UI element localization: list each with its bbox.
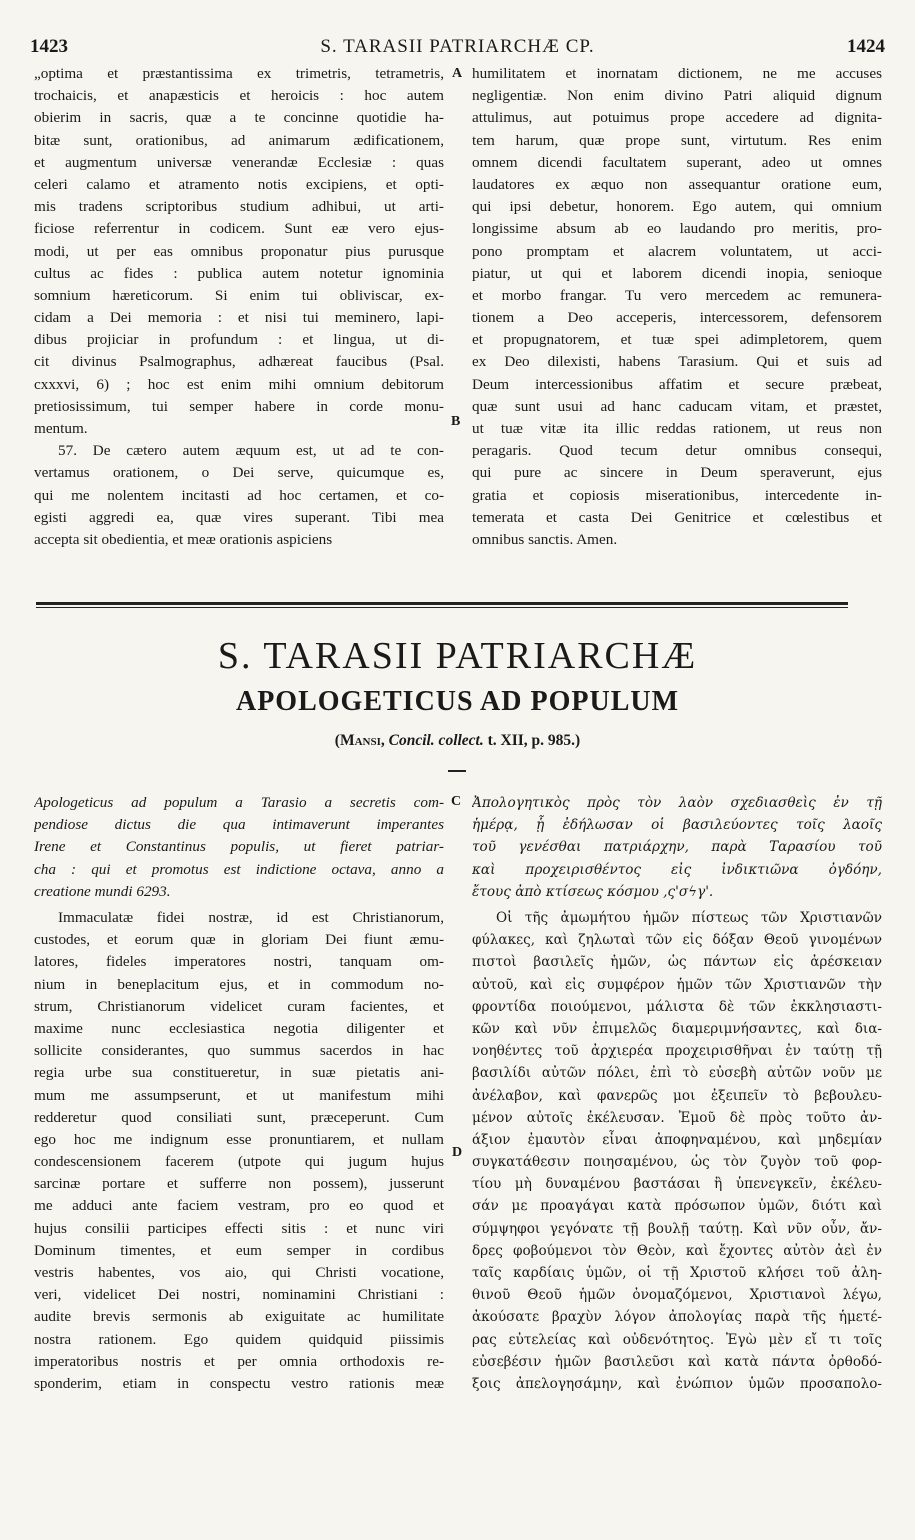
text-line: ρας εὐτελείας καὶ οὐδενότητος. Ἐγὼ μὲν εἴ τι τοῖς <box>472 1331 882 1348</box>
text-line: Irene et Constantinus populis, ut fieret patriar- <box>34 838 444 856</box>
text-line: trochaicis, et anapæsticis et heroicis : hoc autem <box>34 87 444 105</box>
margin-marker-d: D <box>452 1145 463 1160</box>
text-line: θινοῦ Θεοῦ ἡμῶν ὀνομαζόμενοι, Χριστιανοὶ λέγω, <box>472 1287 882 1304</box>
text-line: τοῦ γενέσθαι πατριάρχην, παρὰ Ταρασίου τοῦ <box>472 839 882 856</box>
latin-body <box>34 907 444 1395</box>
text-line: tionem a Deo acceperis, intercessorem, defensorem <box>472 309 882 327</box>
text-line: redderetur quod consiliati sunt, præceperunt. Cum <box>34 1108 444 1126</box>
text-line: bitæ sunt, orationibus, ad animarum ædificationem, <box>34 131 444 149</box>
text-line: et morbo frangar. Tu vero mercedem ac remunera- <box>472 286 882 304</box>
text-line: maxime nunc ecclesiastica negotia diligenter et <box>34 1019 444 1037</box>
text-line: ξοις ἀπελογησάμην, καὶ ἐνώπιον ὑμῶν προσαπολο- <box>472 1375 882 1392</box>
text-line: sponderim, etiam in conspectu vestro rationis meæ <box>34 1374 444 1392</box>
text-line: nium in beneplacitum ejus, et in commodum no- <box>34 975 444 993</box>
text-line: Dominum timentes, et eum semper in cordibus <box>34 1241 444 1259</box>
source-author: Mansi <box>339 732 381 749</box>
text-line: sollicite considerantes, quo summus sacerdos in hac <box>34 1042 444 1060</box>
text-line: creatione mundi 6293. <box>34 882 171 900</box>
text-line: negligentiæ. Non enim divino Patri aliquid dignum <box>472 87 882 105</box>
text-line: φύλακες, καὶ ζηλωταὶ τῶν εἰς δόξαν Θεοῦ γινομένων <box>472 932 882 949</box>
text-line: ex Deo dilexisti, habens Tarasium. Qui et suis ad <box>472 353 882 371</box>
text-line: ἀνέλαβον, καὶ φανερῶς μοι ἐξειπεῖν τὸ βεβουλευ- <box>472 1087 882 1104</box>
text-line: veri, videlicet Dei nostri, nominamini Christiani : <box>34 1286 444 1304</box>
text-line: ficiose referrentur in codicem. Sunt eæ vero ejus- <box>34 220 444 238</box>
text-line: imperatoribus nostris et per omnia orthodoxis re- <box>34 1352 444 1370</box>
text-line: qui me nolentem incitasti ad hoc certamen, et co- <box>34 486 444 504</box>
text-line: regia urbe sua constitueretur, in suæ pietatis ani- <box>34 1064 444 1082</box>
source-ref: t. XII, p. 985. <box>487 732 576 749</box>
text-line: βασιλίδι αὐτῶν πόλει, ἐπὶ τὸ εὐσεβὴ αὐτῶν νοῦν με <box>472 1065 882 1082</box>
latin-intro <box>34 792 444 903</box>
page-number-right: 1424 <box>847 36 885 57</box>
text-line: hujus consilii participes effecti sitis : et nunc viri <box>34 1219 444 1237</box>
text-line: 57. De cætero autem æquum est, ut ad te con- <box>58 442 444 460</box>
text-line: νοηθέντες τοῦ ἀρχιερέα προχειρισθῆναι ἐν ταύτῃ τῇ <box>472 1043 882 1060</box>
text-line: cxxxvi, 6) ; hoc est enim mihi omnium debitorum <box>34 375 444 393</box>
text-line: audite brevis sermonis ab exiguitate ac humilitate <box>34 1308 444 1326</box>
text-line: modi, ut per eas omnibus proponatur pius purusque <box>34 242 444 260</box>
text-line: φροντίδα ποιούμενοι, μάλιστα δὲ τῶν ἐκκλησιαστι- <box>472 998 882 1015</box>
text-line: cultus ac fides : publica autem notetur ignominia <box>34 264 444 282</box>
text-line: quæ sunt usui ad hanc caducam vitam, et præstet, <box>472 397 882 415</box>
text-line: et propugnatorem, et tuæ spei adimpletorem, quem <box>472 331 882 349</box>
work-title-line2: APOLOGETICUS AD POPULUM <box>235 686 680 717</box>
text-line: gratia et copiosis miserationibus, intercedente in- <box>472 486 882 504</box>
text-line: Οἱ τῆς ἀμωμήτου ἡμῶν πίστεως τῶν Χριστιανῶν <box>496 910 882 926</box>
text-line: tem harum, quæ prope sunt, virtutum. Res enim <box>472 131 882 149</box>
text-line: άξιον ἐμαυτὸν εἶναι ἀποφηναμένου, καὶ μηδεμίαν <box>472 1131 882 1148</box>
text-line: peragaris. Quod tecum detur omnibus consequi, <box>472 442 882 460</box>
text-line: cha : qui et promotus est indictione octava, anno a <box>34 860 444 878</box>
margin-marker-a: A <box>452 66 463 81</box>
text-line: et augmentum universæ venerandæ Ecclesiæ : quas <box>34 153 444 171</box>
text-line: σύμψηφοι γεγόνατε τῇ βουλῇ ταύτῃ. Καὶ νῦν οὖν, ἄν- <box>472 1220 882 1237</box>
text-line: καὶ προχειρισθέντος εἰς ἰνδικτιῶνα ὀγδόην, <box>472 861 882 878</box>
running-head-title: S. TARASII PATRIARCHÆ CP. <box>320 36 595 57</box>
text-line: celeri calamo et atramento notis excipiens, et opti- <box>34 175 444 193</box>
text-line: cit divinus Psalmographus, adhæreat faucibus (Psal. <box>34 353 444 371</box>
text-line: piatur, ut qui et laborem dicendi inopia, senioque <box>472 264 882 282</box>
text-line: τίου μὴ δυναμένου βαστάσαι ἢ ὑπενεγκεῖν, ἐκέλευ- <box>472 1176 882 1193</box>
text-line: Deum intercessionibus affatim et secure præbeat, <box>472 375 882 393</box>
text-line: mis tradens scriptoribus studium adhibui, ut arti- <box>34 198 444 216</box>
source-citation: (Mansi, Concil. collect. t. XII, p. 985.) <box>334 732 581 749</box>
text-line: obierim in sacris, quæ a te concinne quotidie ha- <box>34 109 444 127</box>
text-line: condescensionem facerem (utpote qui jugum hujus <box>34 1153 444 1171</box>
text-line: laudatores ex æquo non assequantur oratione eum, <box>472 175 882 193</box>
short-rule <box>448 770 466 772</box>
text-line: σάν με προαγάγαι κατὰ πρόσωπον ὑμῶν, διότι καὶ <box>472 1198 882 1215</box>
text-line: vertamus orationem, o Dei serve, quicumque es, <box>34 464 444 482</box>
text-line: qui ipsi debetur, honorem. Ego autem, qui omnium <box>472 198 882 216</box>
running-header <box>30 36 885 64</box>
text-line: αὐτοῦ, καὶ εἰς συμφέρον ἡμῶν τῶν Χριστιανῶν τὴν <box>472 976 882 993</box>
section-divider-thin <box>36 607 848 608</box>
text-line: pendiose dictus die qua intimaverunt imperantes <box>34 816 444 834</box>
text-line: συγκατάθεσιν ποιησαμένου, ὡς τὸν ζυγὸν τοῦ φορ- <box>472 1154 882 1171</box>
text-line: humilitatem et inornatam dictionem, ne me accuses <box>472 65 882 82</box>
top-right-column <box>472 63 882 551</box>
text-line: me adduci ante faciem vestram, pro eo quod et <box>34 1197 444 1215</box>
greek-intro <box>472 792 882 903</box>
text-line: temerata et casta Dei Genitrice et cœlestibus et <box>472 508 882 526</box>
text-line: omnem dicendi facultatem superant, adeo ut omnes <box>472 153 882 171</box>
text-line: Immaculatæ fidei nostræ, id est Christianorum, <box>58 909 444 926</box>
page-number-left: 1423 <box>30 36 68 57</box>
top-left-column <box>34 63 444 551</box>
text-line: strum, Christianorum videlicet curam facientes, et <box>34 997 444 1015</box>
margin-marker-b: B <box>451 414 461 429</box>
greek-body <box>472 907 882 1395</box>
text-line: cidam a Dei memoria : et nisi tui meminero, lapi- <box>34 309 444 327</box>
text-line: εὐσεβέσιν ἡμῶν βασιλεῦσι καὶ κατὰ πάντα ὀρθοδό- <box>472 1353 882 1370</box>
text-line: longissime absum ab eo laudando pro meritis, pro- <box>472 220 882 238</box>
work-title-line1: S. TARASII PATRIARCHÆ <box>217 635 698 677</box>
text-line: dibus projiciar in profundum : et lingua, ut di- <box>34 331 444 349</box>
text-line: κῶν καὶ νῦν ἐπιμελῶς διαμεριμνήσαντες, καὶ δια- <box>472 1020 882 1037</box>
text-line: attulimus, aut potuimus prope accedere ad dignita- <box>472 109 882 127</box>
text-line: Apologeticus ad populum a Tarasio a secretis com- <box>34 794 444 811</box>
text-line: πιστοὶ βασιλεῖς ἡμῶν, ὡς πάντων εἰς ἀρέσκειαν <box>472 954 882 971</box>
text-line: pono promptam et alacrem voluntatem, ut acci- <box>472 242 882 260</box>
text-line: δρες φοβούμενοι τὸν Θεὸν, καὶ ἔχοντες αὐτὸν ἀεὶ ἐν <box>472 1242 882 1259</box>
text-line: qui pure ac sincere in Deum speraverunt, ejus <box>472 464 882 482</box>
text-line: ἀκούσατε βραχὺν λόγον ἀπολογίας παρὰ τῆς ἡμετέ- <box>472 1309 882 1326</box>
text-line: μένον αὐτοῖς ἐκέλευσαν. Ἐμοῦ δὲ πρὸς τοῦτο ἀν- <box>472 1109 882 1126</box>
text-line: sarcinæ portare et sufferre non possem), jusserunt <box>34 1175 444 1193</box>
text-line: ταῖς καρδίαις ὑμῶν, οἱ τῇ Χριστοῦ κλήσει τοῦ ἀλη- <box>472 1265 882 1281</box>
text-line: mentum. <box>34 420 88 437</box>
source-work: Concil. collect. <box>388 732 484 749</box>
text-line: ἔτους ἀπὸ κτίσεως κόσμου ,ς'σϟγ'. <box>472 883 714 900</box>
margin-marker-c: C <box>451 794 462 809</box>
text-line: omnibus sanctis. Amen. <box>472 530 618 548</box>
text-line: custodes, et eorum quæ in gloriam Dei fiunt æmu- <box>34 931 444 949</box>
text-line: ut tuæ vitæ ita illic reddas rationem, ut reus non <box>472 420 882 437</box>
section-divider-thick <box>36 602 848 605</box>
text-line: ἡμέρᾳ, ᾗ ἐδήλωσαν οἱ βασιλεύοντες τοῖς λαοῖς <box>472 817 882 834</box>
text-line: „optima et præstantissima ex trimetris, tetrametris, <box>34 65 444 82</box>
text-line: egisti aggredi ea, quæ vires superant. Tibi mea <box>34 508 444 526</box>
text-line: Ἀπολογητικὸς πρὸς τὸν λαὸν σχεδιασθεὶς ἐν τῇ <box>472 795 882 811</box>
text-line: somnium hæreticorum. Si enim tui obliviscar, ex- <box>34 286 444 304</box>
text-line: pretiosissimum, tui semper habere in corde monu- <box>34 397 444 415</box>
text-line: vestris habentes, vos aio, qui Christi vocatione, <box>34 1264 444 1281</box>
text-line: ego hoc me indignum esse pronuntiarem, et nullam <box>34 1130 444 1148</box>
text-line: accepta sit obedientia, et meæ orationis aspiciens <box>34 530 333 548</box>
text-line: mum me assumpserunt, et ut manifestum mihi <box>34 1086 444 1104</box>
text-line: nostra rationem. Ego quidem quidquid piissimis <box>34 1330 444 1348</box>
text-line: latores, fideles imperatores nostri, tanquam om- <box>34 953 444 971</box>
